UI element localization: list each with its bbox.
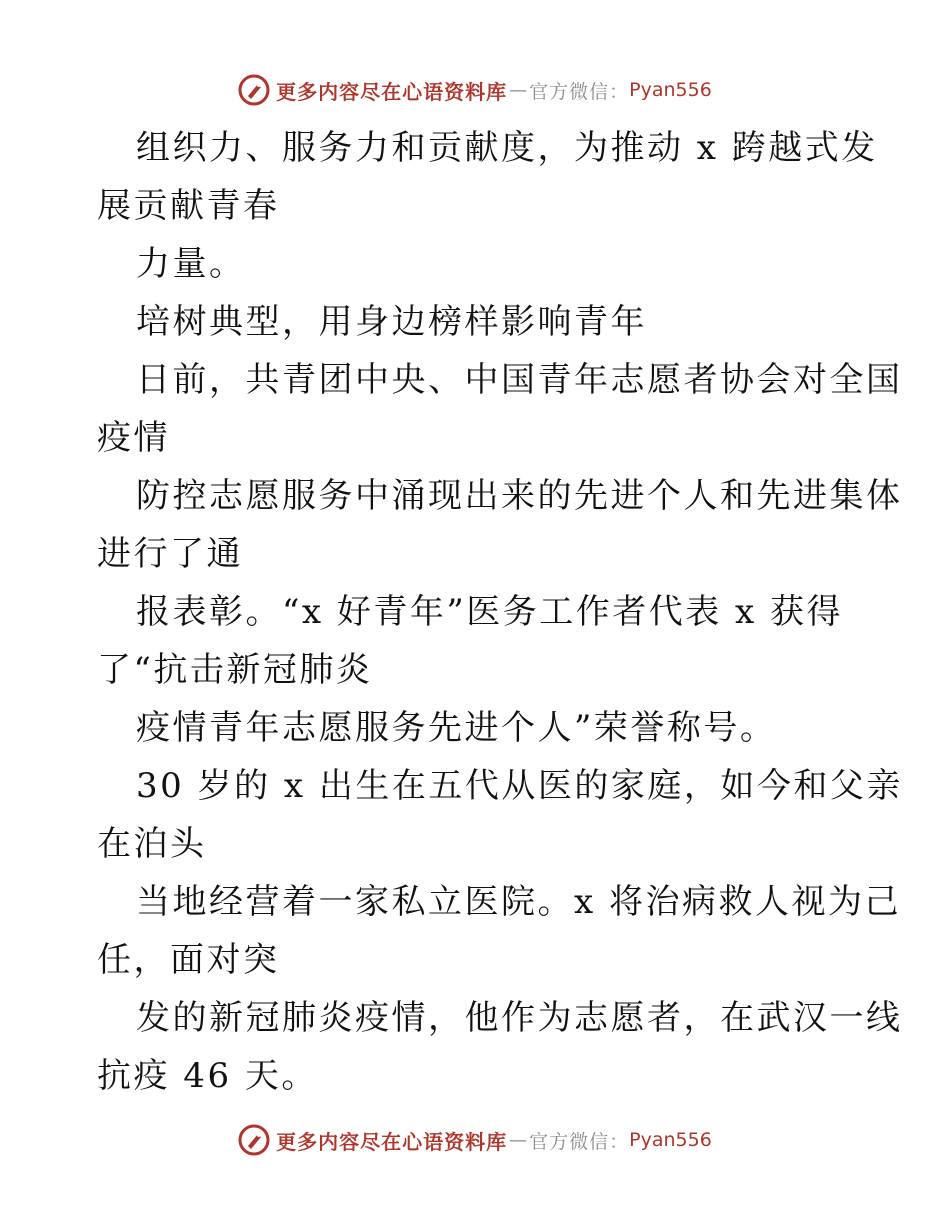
text-line: 力量。 <box>136 244 246 284</box>
text-line: 发的新冠肺炎疫情，他作为志愿者，在武汉一线 <box>136 998 903 1038</box>
text-line: 疫情 <box>97 418 170 458</box>
footer-wechat-label: 官方微信： <box>529 1130 630 1153</box>
text-line: 疫情青年志愿服务先进个人”荣誉称号。 <box>136 708 777 748</box>
text-line: 组织力、服务力和贡献度，为推动 x 跨越式发 <box>136 128 878 168</box>
header-banner <box>0 70 950 110</box>
text-line: 了“抗击新冠肺炎 <box>97 650 373 690</box>
footer-brand: 更多内容尽在心语资料库 <box>276 1129 508 1154</box>
header-dash: — <box>509 79 528 101</box>
text-line: 任，面对突 <box>97 940 280 980</box>
section-heading: 培树典型，用身边榜样影响青年 <box>136 302 647 342</box>
text-line: 在泊头 <box>97 824 207 864</box>
footer-banner <box>0 1120 950 1160</box>
footer-wechat-id: Pyan556 <box>629 1129 712 1151</box>
header-brand: 更多内容尽在心语资料库 <box>276 79 508 104</box>
text-line: 进行了通 <box>97 534 243 574</box>
text-line: 报表彰。“x 好青年”医务工作者代表 x 获得 <box>136 592 844 632</box>
header-wechat-id: Pyan556 <box>629 79 712 101</box>
text-line: 日前，共青团中央、中国青年志愿者协会对全国 <box>136 360 903 400</box>
pen-logo-icon <box>238 74 270 106</box>
header-wechat-label: 官方微信： <box>529 80 630 103</box>
pen-logo-icon <box>238 1124 270 1156</box>
text-line: 当地经营着一家私立医院。x 将治病救人视为己 <box>136 882 901 922</box>
text-line: 30 岁的 x 出生在五代从医的家庭，如今和父亲 <box>136 766 903 806</box>
footer-dash: — <box>509 1129 528 1151</box>
text-line: 抗疫 46 天。 <box>97 1056 318 1096</box>
text-line: 展贡献青春 <box>97 186 280 226</box>
text-line: 防控志愿服务中涌现出来的先进个人和先进集体 <box>136 476 903 516</box>
